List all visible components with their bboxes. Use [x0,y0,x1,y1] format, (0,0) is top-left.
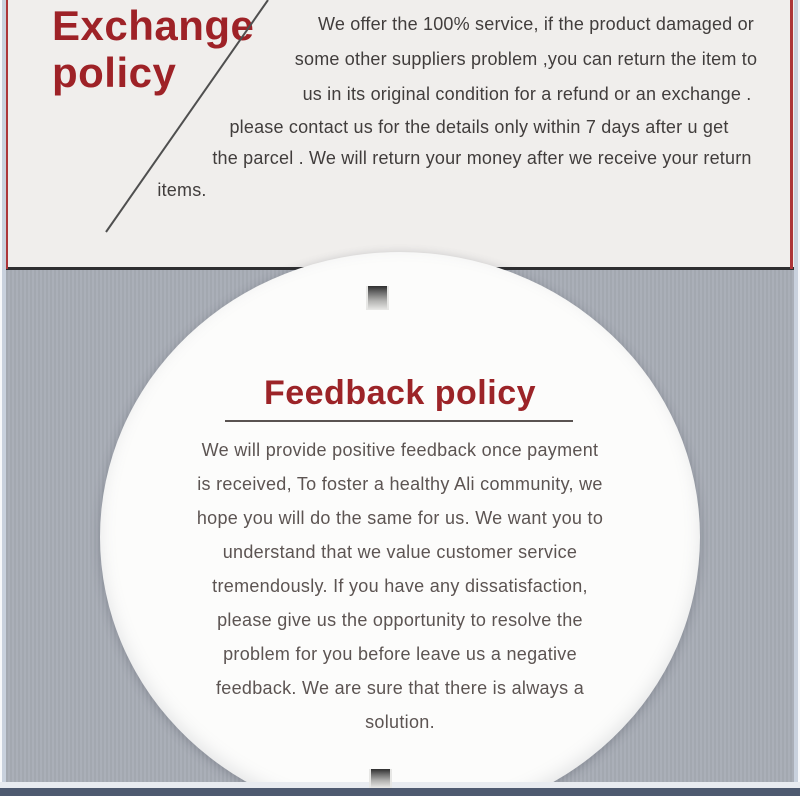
feedback-text-line: hope you will do the same for us. We want you to [196,508,604,528]
feedback-text-line: solution. [365,712,435,732]
feedback-text-line: please give us the opportunity to resolve the [217,610,583,630]
exchange-text-line: items. [157,180,207,200]
feedback-policy-circle [100,252,700,796]
feedback-text-line: tremendously. If you have any dissatisfaction, [212,576,588,596]
punch-hole-top [366,286,389,310]
exchange-text-line: the parcel . We will return your money after we receive your return [212,148,752,168]
feedback-text-line: We will provide positive feedback once payment [201,440,599,460]
exchange-text-line: some other suppliers problem ,you can return the item to [294,49,758,69]
feedback-text-line: feedback. We are sure that there is always a [215,678,585,698]
bottom-edge-bar [0,788,800,796]
exchange-text-line: please contact us for the details only within 7 days after u get [229,117,729,137]
feedback-text-line: problem for you before leave us a negative [223,644,577,664]
right-red-pinstripe [790,0,793,269]
punch-hole-bottom [369,769,392,788]
exchange-policy-section [0,0,800,269]
feedback-policy-title: Feedback policy [263,374,537,412]
exchange-title-line2: policy [52,49,177,96]
left-red-pinstripe [6,0,8,269]
feedback-policy-text [100,433,700,739]
exchange-text-line: We offer the 100% service, if the product damaged or [318,14,754,34]
right-edge-trim [794,0,798,796]
diagonal-divider-line [70,0,290,240]
feedback-title-underline [225,420,573,422]
feedback-text-line: understand that we value customer service [222,542,578,562]
feedback-text-line: is received, To foster a healthy Ali community, we [197,474,603,494]
exchange-title-line1: Exchange [52,2,255,49]
exchange-text-line: us in its original condition for a refund or an exchange . [302,84,752,104]
